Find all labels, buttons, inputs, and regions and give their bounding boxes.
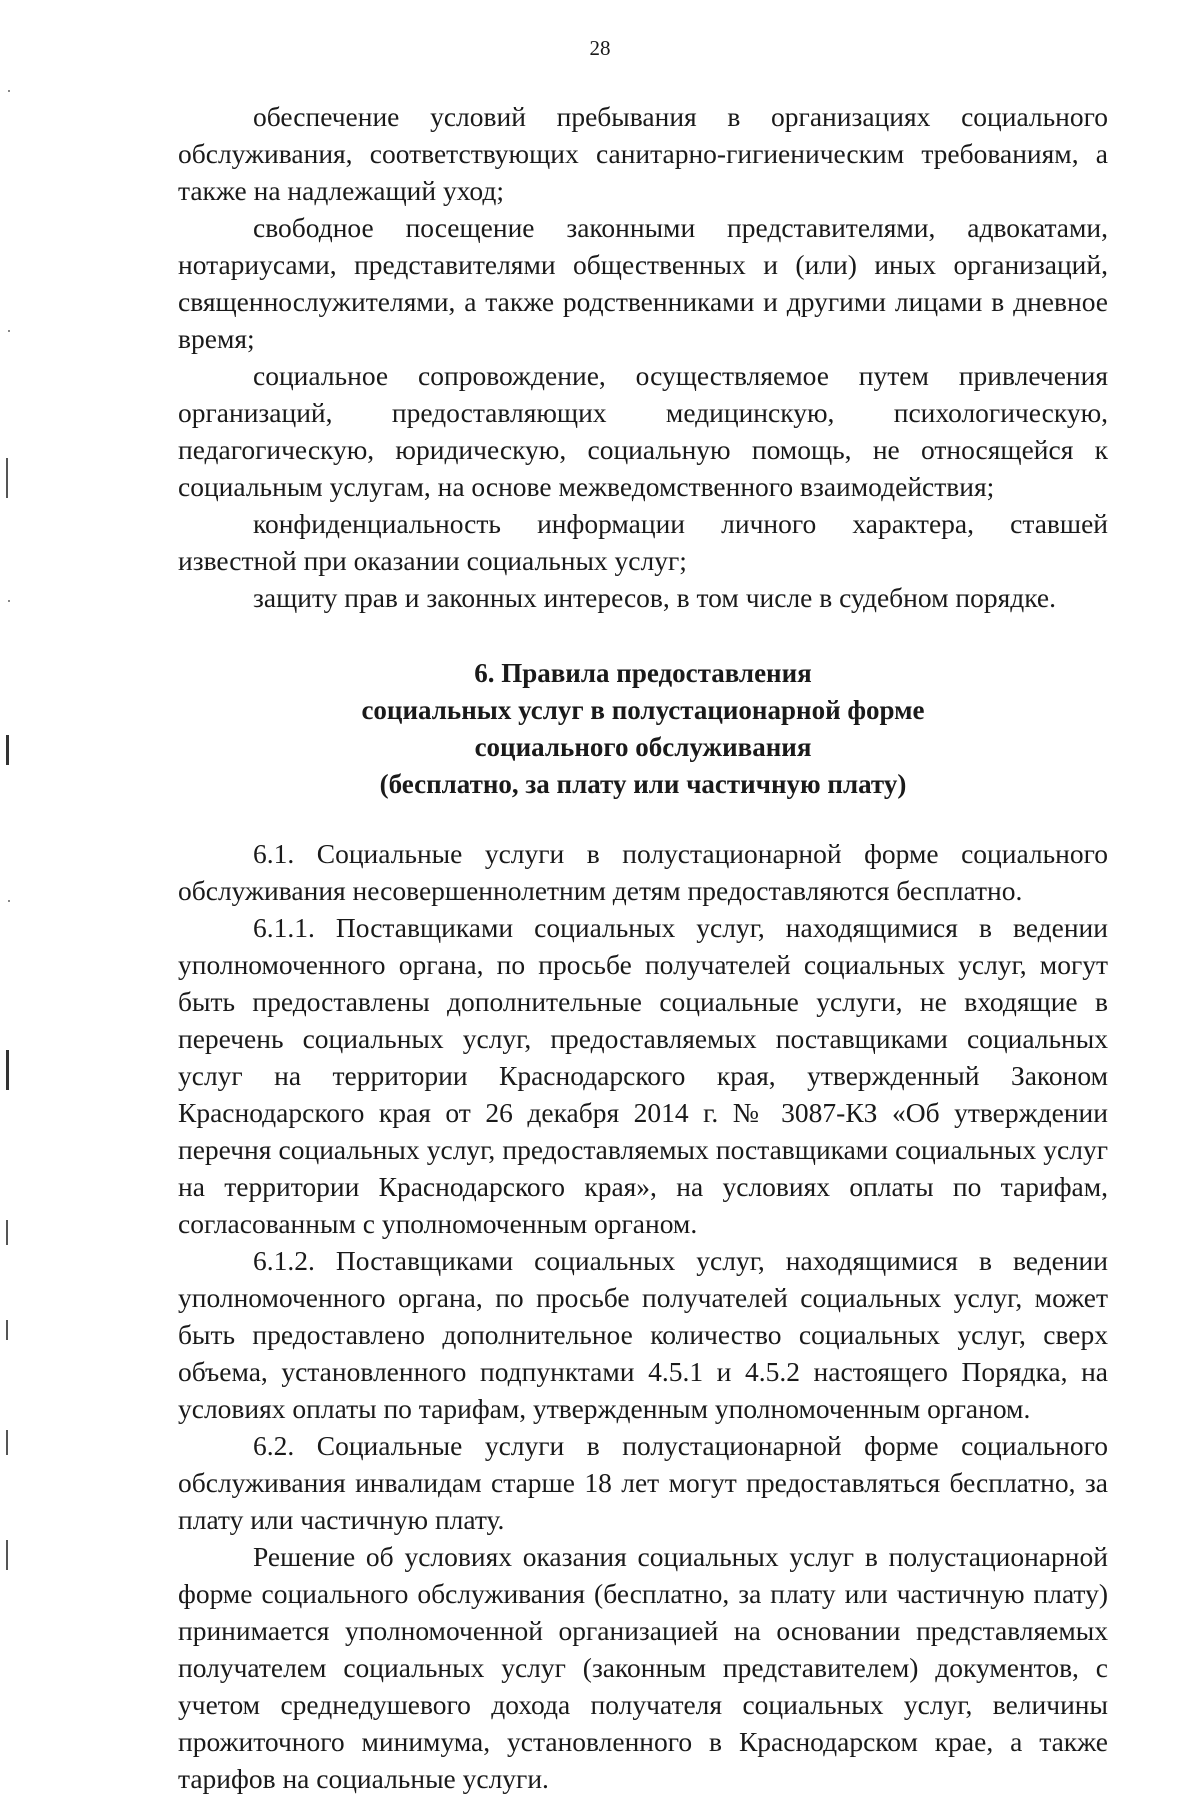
scan-edge-mark: [6, 1220, 8, 1245]
scan-edge-mark: [6, 1430, 8, 1455]
scan-edge-mark: [6, 1540, 8, 1570]
paragraph: 6.2. Социальные услуги в полустационарной форме социального обслуживания инвалидам старше 18 лет могут предоставляться бесплатно, за плату или частичную плату.: [178, 1430, 1108, 1535]
scan-speck: [8, 900, 10, 902]
paragraph: конфиденциальность информации личного характера, ставшей известной при оказании социальных услуг;: [178, 508, 1108, 576]
paragraph: защиту прав и законных интересов, в том числе в судебном порядке.: [253, 582, 1056, 613]
document-body: [178, 98, 1108, 1797]
scan-speck: [8, 330, 10, 332]
scan-edge-mark: [6, 735, 9, 765]
scan-speck: [8, 600, 10, 602]
section-heading: [178, 655, 1108, 803]
paragraph: свободное посещение законными представителями, адвокатами, нотариусами, представителями общественных и (или) иных организаций, священнослужителями, а также родственниками и другими лицами в дневное время;: [178, 212, 1108, 354]
paragraph: 6.1.2. Поставщиками социальных услуг, находящимися в ведении уполномоченного органа, по просьбе получателей социальных услуг, может быть предоставлено дополнительное количество социальных услуг, сверх объема, установленного подпунктами 4.5.1 и 4.5.2 настоящего Порядка, на условиях оплаты по тарифам, утвержденным уполномоченным органом.: [178, 1245, 1108, 1424]
scan-speck: [8, 90, 10, 92]
paragraph: социальное сопровождение, осуществляемое путем привлечения организаций, предоставляющих медицинскую, психологическую, педагогическую, юридическую, социальную помощь, не относящейся к социальным услугам, на основе межведомственного взаимодействия;: [178, 360, 1108, 502]
section-heading-line: 6. Правила предоставления: [474, 658, 812, 688]
page-number: 28: [589, 36, 611, 60]
section-heading-line: социального обслуживания: [474, 732, 812, 762]
paragraph: 6.1.1. Поставщиками социальных услуг, находящимися в ведении уполномоченного органа, по просьбе получателей социальных услуг, могут быть предоставлены дополнительные социальные услуги, не входящие в перечень социальных услуг, предоставляемых поставщиками социальных услуг на территории Краснодарского края, утвержденный Законом Краснодарского края от 26 декабря 2014 г. № 3087-КЗ «Об утверждении перечня социальных услуг, предоставляемых поставщиками социальных услуг на территории Краснодарского края», на условиях оплаты по тарифам, согласованным с уполномоченным органом.: [178, 912, 1108, 1239]
section-heading-line: социальных услуг в полустационарной форме: [361, 695, 925, 725]
section-heading-line: (бесплатно, за плату или частичную плату): [379, 769, 907, 799]
paragraph: 6.1. Социальные услуги в полустационарной форме социального обслуживания несовершеннолетним детям предоставляются бесплатно.: [178, 838, 1108, 906]
paragraph: обеспечение условий пребывания в организациях социального обслуживания, соответствующих санитарно-гигиеническим требованиям, а также на надлежащий уход;: [178, 101, 1108, 206]
paragraph: Решение об условиях оказания социальных услуг в полустационарной форме социального обслуживания (бесплатно, за плату или частичную плату) принимается уполномоченной организацией на основании представляемых получателем социальных услуг (законным представителем) документов, с учетом среднедушевого дохода получателя социальных услуг, величины прожиточного минимума, установленного в Краснодарском крае, а также тарифов на социальные услуги.: [178, 1541, 1108, 1794]
scan-edge-mark: [6, 1050, 9, 1090]
scan-edge-mark: [6, 458, 8, 498]
scan-edge-mark: [6, 1320, 8, 1340]
